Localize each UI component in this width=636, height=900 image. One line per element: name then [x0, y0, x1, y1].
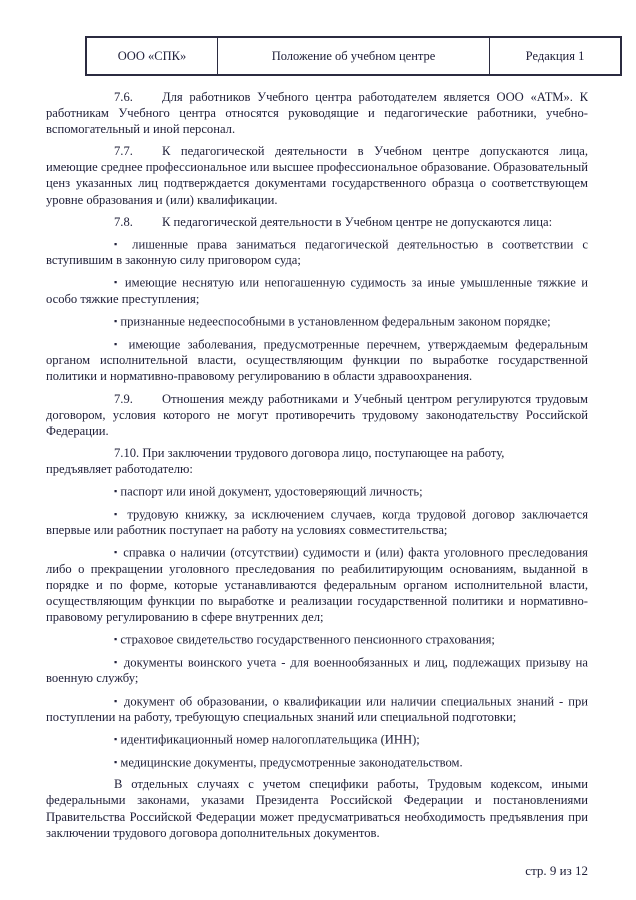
paragraph-number: 7.6.: [114, 90, 133, 104]
paragraph: 7.9. Отношения между работниками и Учебный центром регулируются трудовым договором, условия которого не могут противоречить трудовому законодательству Российской Федерации.: [46, 391, 588, 438]
bullet-paragraph: ▪ идентификационный номер налогоплательщика (ИНН);: [114, 732, 420, 747]
bullet-paragraph: ▪ имеющие неснятую или непогашенную судимость за иные умышленные тяжкие и особо тяжкие преступления;: [46, 275, 588, 307]
bullet-paragraph: ▪ страховое свидетельство государственного пенсионного страхования;: [114, 632, 495, 647]
bullet-marker: ▪: [114, 238, 124, 249]
bullet-paragraph: ▪ паспорт или иной документ, удостоверяющий личность;: [114, 484, 423, 499]
bullet-marker: ▪: [114, 277, 120, 288]
document-body: [46, 89, 588, 847]
paragraph-number: 7.7.: [114, 144, 133, 159]
bullet-marker: ▪: [114, 756, 118, 767]
bullet-paragraph: ▪ документ об образовании, о квалификации или наличии специальных знаний - при поступлении на работу, требующую специальных знаний или специальной подготовки;: [46, 694, 588, 725]
header-cell-revision: Редакция 1: [490, 37, 622, 75]
paragraph: 7.6. Для работников Учебного центра работодателем является ООО «АТМ». К работникам Учебного центра относятся руководящие и педагогические работники, учебно-вспомогательный и иной персонал.: [46, 90, 588, 137]
paragraph-continuation: предъявляет работодателю:: [46, 461, 193, 476]
header-cell-document-title: Положение об учебном центре: [218, 37, 490, 75]
bullet-marker: ▪: [114, 695, 119, 706]
bullet-paragraph: ▪ трудовую книжку, за исключением случаев, когда трудовой договор заключается впервые или работник поступает на работу на условиях совместительства;: [46, 507, 588, 538]
paragraph-number: 7.8.: [114, 214, 133, 229]
bullet-marker: ▪: [114, 316, 118, 327]
bullet-paragraph: ▪ имеющие заболевания, предусмотренные перечнем, утверждаемым федеральным органом исполнительной власти, осуществляющим функции по выработке государственной политики и нормативно-правовому регулированию в области здравоохранения.: [46, 337, 588, 384]
paragraph-number: 7.9.: [114, 391, 133, 406]
header-table: [85, 36, 622, 76]
paragraph: 7.7. К педагогической деятельности в Учебном центре допускаются лица, имеющие среднее профессиональное или высшее профессиональное образование. Образовательный ценз указанных лиц подтверждается документами государственного образца о соответствующем уровне образования и (или) квалификации.: [46, 144, 588, 207]
page-number: стр. 9 из 12: [525, 863, 588, 878]
bullet-marker: ▪: [114, 547, 119, 558]
header-row: [86, 37, 621, 75]
bullet-paragraph: ▪ документы воинского учета - для военнообязанных и лиц, подлежащих призыву на военную службу;: [46, 655, 589, 686]
bullet-paragraph: ▪ справка о наличии (отсутствии) судимости и (или) факта уголовного преследования либо о прекращении уголовного преследования по реабилитирующим основаниям, выданной в порядке и по форме, которые устанавливаются федеральным органом исполнительной власти, осуществляющим функции по выработке и реализации государственной политики и нормативно-правовому регулированию в сфере внутренних дел;: [46, 545, 588, 625]
bullet-marker: ▪: [114, 338, 122, 349]
paragraph: В отдельных случаях с учетом специфики работы, Трудовым кодексом, иными федеральными законами, указами Президента Российской Федерации и постановлениями Правительства Российской Федерации может предусматриваться необходимость предъявления при заключении трудового договора дополнительных документов.: [46, 777, 588, 840]
bullet-paragraph: ▪ признанные недееспособными в установленном федеральным законом порядке;: [114, 314, 551, 329]
bullet-marker: ▪: [114, 734, 118, 745]
bullet-marker: ▪: [114, 656, 119, 667]
paragraph: 7.8. К педагогической деятельности в Учебном центре не допускаются лица:: [114, 214, 553, 229]
header-cell-organization: ООО «СПК»: [86, 37, 218, 75]
bullet-paragraph: ▪ лишенные права заниматься педагогической деятельностью в соответствии с вступившим в законную силу приговором суда;: [46, 237, 588, 268]
paragraph-number: 7.10.: [114, 445, 140, 460]
bullet-marker: ▪: [114, 485, 118, 496]
paragraph: 7.10. При заключении трудового договора лицо, поступающее на работу, предъявляет работодателю:: [46, 445, 588, 477]
bullet-marker: ▪: [114, 508, 121, 519]
bullet-marker: ▪: [114, 634, 118, 645]
bullet-paragraph: ▪ медицинские документы, предусмотренные законодательством.: [114, 755, 463, 770]
